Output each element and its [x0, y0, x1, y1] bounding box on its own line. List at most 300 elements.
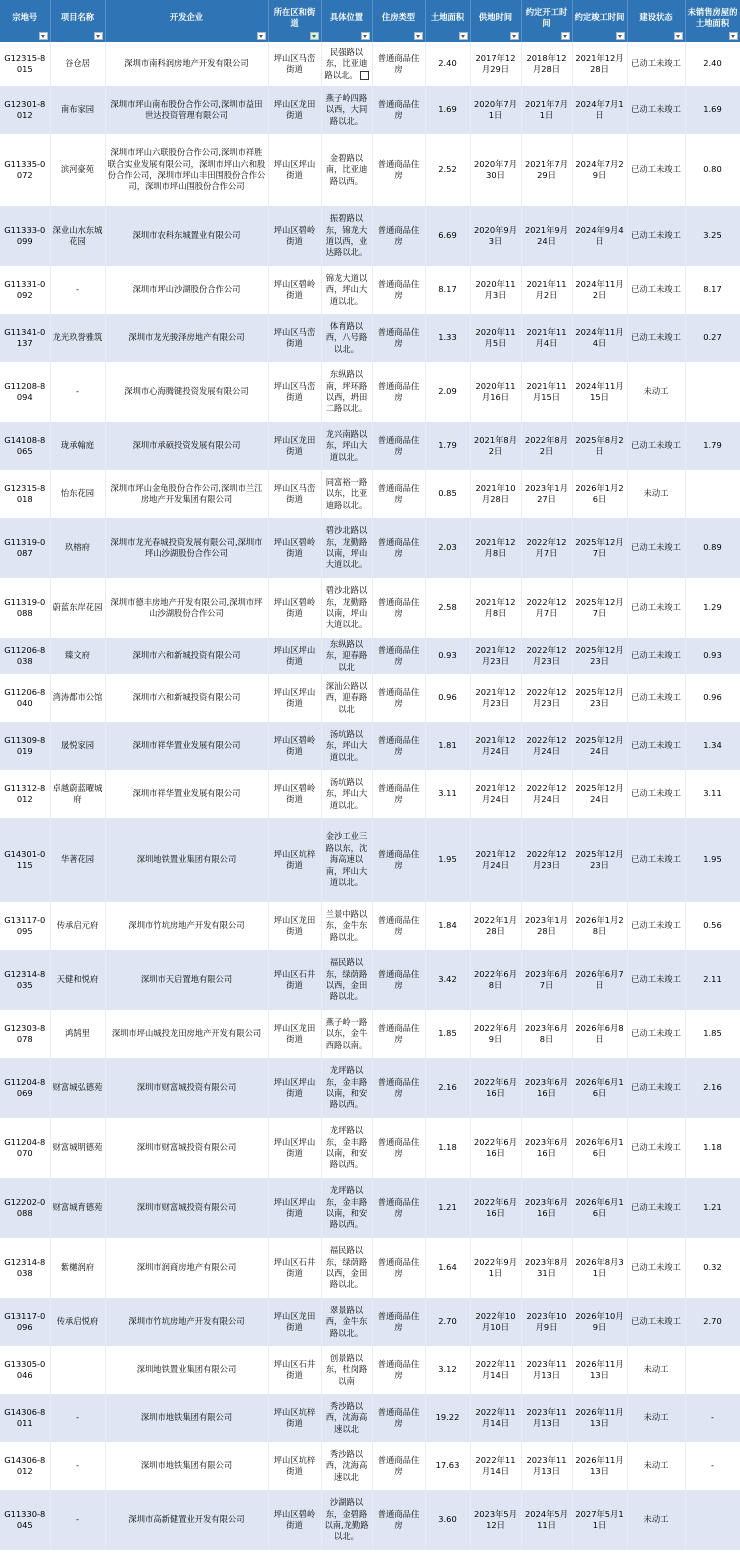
cell-supply-date [470, 1178, 521, 1238]
table-row [0, 950, 740, 1010]
cell-text: G11331-0092 [4, 278, 46, 300]
cell-text: 2025年12月24日 [575, 734, 624, 756]
cell-text: 南布家园 [60, 104, 95, 115]
cell-text: 2.58 [438, 602, 457, 613]
cell-text: 2021年12月24日 [475, 734, 516, 756]
cell-text: 深圳市财富城投资有限公司 [136, 1202, 237, 1213]
cell-location [321, 1346, 372, 1394]
cell-text: G12314-8035 [4, 968, 46, 990]
col-header-housing-type [372, 0, 425, 42]
cell-land-area [425, 818, 470, 902]
cell-text: 坪山区坪山街道 [273, 1076, 316, 1098]
cell-text: 2025年12月24日 [575, 782, 624, 804]
cell-supply-date [470, 518, 521, 578]
cell-text: 已动工未竣工 [631, 1082, 681, 1093]
cell-text: 汤坑路以东，坪山大道以北。 [325, 776, 368, 810]
cell-text: 2026年11月13日 [575, 1454, 624, 1476]
cell-text: G11312-8012 [4, 782, 46, 804]
cell-land-area [425, 1346, 470, 1394]
cell-text: 坪山区石井街道 [273, 968, 316, 990]
cell-start-date [521, 206, 572, 266]
filter-dropdown-icon[interactable] [94, 32, 103, 40]
cell-text: 卓越蔚蓝曜城府 [52, 782, 103, 804]
cell-text: 2024年7月1日 [575, 98, 624, 120]
cell-supply-date [470, 314, 521, 362]
cell-text: 2021年11月4日 [526, 326, 567, 348]
cell-text: G14301-0115 [4, 848, 46, 870]
cell-unsold-land-area [685, 902, 740, 950]
cell-text: 1.69 [438, 104, 457, 115]
cell-land-area [425, 266, 470, 314]
cell-project-name [50, 518, 105, 578]
cell-text: 2022年1月28日 [474, 914, 517, 936]
cell-supply-date [470, 134, 521, 206]
cell-text: 2023年1月27日 [525, 482, 568, 504]
cell-text: 2021年9月24日 [525, 224, 568, 246]
cell-land-area [425, 770, 470, 818]
cell-text: 2022年12月7日 [526, 596, 567, 618]
cell-text: 2021年12月8日 [475, 536, 516, 558]
cell-text: 1.69 [703, 104, 722, 115]
cell-parcel-no [0, 362, 50, 422]
cell-start-date [521, 950, 572, 1010]
cell-text: 2025年12月23日 [575, 644, 624, 666]
cell-project-name [50, 578, 105, 638]
cell-district-street [268, 266, 321, 314]
cell-text: - [76, 1460, 79, 1471]
cell-text: 0.96 [703, 692, 722, 703]
cell-text: 已动工未竣工 [631, 332, 681, 343]
col-header-label: 约定开工时间 [525, 6, 568, 28]
cell-text: 3.11 [703, 788, 722, 799]
cell-text: G12314-8038 [4, 1256, 46, 1278]
cell-location [321, 42, 372, 86]
cell-unsold-land-area [685, 1238, 740, 1298]
cell-text: 普通商品住房 [377, 380, 420, 402]
cell-location [321, 206, 372, 266]
filter-dropdown-icon[interactable] [674, 32, 683, 40]
cell-developer [105, 1346, 268, 1394]
cell-text: 2.16 [438, 1082, 457, 1093]
cell-text: 深汕公路以西，迎春路以北 [325, 680, 368, 714]
cell-text: 0.93 [438, 650, 457, 661]
cell-completion-date [572, 518, 627, 578]
cell-text: 2020年9月3日 [474, 224, 517, 246]
cell-start-date [521, 422, 572, 470]
cell-developer [105, 1298, 268, 1346]
cell-location [321, 86, 372, 134]
col-header-label: 所在区和街道 [273, 6, 316, 28]
cell-text: 深圳市地铁集团有限公司 [140, 1412, 233, 1423]
cell-text: 2024年11月2日 [575, 278, 624, 300]
cell-text: 2020年7月1日 [474, 98, 517, 120]
cell-text: 2021年10月28日 [475, 482, 516, 504]
col-header-label: 建设状态 [639, 12, 673, 23]
cell-text: 坪山区碧岭街道 [273, 596, 316, 618]
cell-supply-date [470, 818, 521, 902]
cell-developer [105, 206, 268, 266]
filter-dropdown-icon[interactable] [616, 32, 625, 40]
cell-land-area [425, 638, 470, 674]
cell-land-area [425, 86, 470, 134]
cell-developer [105, 518, 268, 578]
cell-parcel-no [0, 722, 50, 770]
cell-text: 2023年1月28日 [525, 914, 568, 936]
cell-text: 普通商品住房 [377, 1076, 420, 1098]
table-row [0, 314, 740, 362]
cell-text: 深圳市高新健置业开发有限公司 [128, 1514, 245, 1525]
cell-location [321, 470, 372, 518]
cell-text: 财富城育德苑 [52, 1202, 103, 1213]
cell-text: 深圳市地铁集团有限公司 [140, 1460, 233, 1471]
cell-unsold-land-area [685, 1118, 740, 1178]
cell-unsold-land-area [685, 1346, 740, 1394]
cell-text: 燕子岭一路以东，金牛西路以南。 [325, 1016, 368, 1050]
filter-dropdown-icon[interactable] [361, 32, 370, 40]
cell-location [321, 578, 372, 638]
cell-district-street [268, 422, 321, 470]
cell-housing-type [372, 518, 425, 578]
cell-housing-type [372, 770, 425, 818]
cell-housing-type [372, 638, 425, 674]
cell-text: 2024年9月4日 [575, 224, 624, 246]
cell-parcel-no [0, 578, 50, 638]
cell-text: 碧沙北路以东，龙勤路以南，坪山大道以北。 [325, 585, 368, 630]
cell-unsold-land-area [685, 1010, 740, 1058]
cell-land-area [425, 206, 470, 266]
cell-land-area [425, 1010, 470, 1058]
cell-text: G11319-0087 [4, 536, 46, 558]
cell-build-status [627, 578, 685, 638]
cell-location [321, 314, 372, 362]
cell-supply-date [470, 578, 521, 638]
cell-completion-date [572, 1238, 627, 1298]
cell-land-area [425, 518, 470, 578]
cell-housing-type [372, 362, 425, 422]
cell-parcel-no [0, 1238, 50, 1298]
cell-unsold-land-area [685, 674, 740, 722]
filter-dropdown-icon[interactable] [39, 32, 48, 40]
cell-text: 普通商品住房 [377, 1454, 420, 1476]
cell-housing-type [372, 902, 425, 950]
table-row [0, 1010, 740, 1058]
table-row [0, 1346, 740, 1394]
cell-text: 普通商品住房 [377, 1256, 420, 1278]
cell-housing-type [372, 1442, 425, 1490]
cell-text: 坪山区坑梓街道 [273, 1454, 316, 1476]
cell-start-date [521, 1010, 572, 1058]
cell-location [321, 518, 372, 578]
cell-text: 金碧路以南，比亚迪路以西。 [325, 152, 368, 186]
filter-dropdown-icon[interactable] [310, 32, 319, 40]
cell-start-date [521, 42, 572, 86]
cell-land-area [425, 1118, 470, 1178]
cell-housing-type [372, 674, 425, 722]
cell-developer [105, 578, 268, 638]
cell-start-date [521, 770, 572, 818]
cell-district-street [268, 86, 321, 134]
cell-start-date [521, 134, 572, 206]
cell-location [321, 266, 372, 314]
cell-unsold-land-area [685, 1394, 740, 1442]
cell-text: 翠景路以西，金牛东路以北。 [325, 1304, 368, 1338]
cell-text: 天健和悦府 [56, 974, 99, 985]
cell-developer [105, 722, 268, 770]
col-header-label: 约定竣工时间 [574, 12, 625, 23]
cell-build-status [627, 674, 685, 722]
cell-start-date [521, 1118, 572, 1178]
cell-housing-type [372, 818, 425, 902]
cell-completion-date [572, 722, 627, 770]
cell-text: 1.85 [438, 1028, 457, 1039]
cell-project-name [50, 1346, 105, 1394]
cell-supply-date [470, 266, 521, 314]
cell-text: 普通商品住房 [377, 482, 420, 504]
cell-text: - [76, 284, 79, 295]
cell-housing-type [372, 470, 425, 518]
cell-start-date [521, 578, 572, 638]
cell-text: 普通商品住房 [377, 644, 420, 666]
cell-text: 2025年12月23日 [575, 848, 624, 870]
cell-text: 深圳市竹坑房地产开发有限公司 [128, 920, 245, 931]
cell-text: 坪山区坑梓街道 [273, 1406, 316, 1428]
cell-text: 已动工未竣工 [631, 440, 681, 451]
cell-text: 深圳市财富城投资有限公司 [136, 1142, 237, 1153]
cell-completion-date [572, 902, 627, 950]
cell-land-area [425, 1442, 470, 1490]
cell-text: 深圳市六和新城投资有限公司 [132, 692, 241, 703]
cell-district-street [268, 638, 321, 674]
cell-text: 2.70 [703, 1316, 722, 1327]
cell-text: 已动工未竣工 [631, 1028, 681, 1039]
cell-start-date [521, 1442, 572, 1490]
cell-parcel-no [0, 422, 50, 470]
cell-text: 2022年11月14日 [475, 1358, 516, 1380]
cell-text: 2023年11月13日 [526, 1454, 567, 1476]
cell-build-status [627, 722, 685, 770]
cell-project-name [50, 722, 105, 770]
cell-text: 传承启悦府 [56, 1316, 99, 1327]
filter-dropdown-icon[interactable] [510, 32, 519, 40]
cell-text: 传承启元府 [56, 920, 99, 931]
cell-text: 2022年11月14日 [475, 1406, 516, 1428]
cell-text: 已动工未竣工 [631, 1316, 681, 1327]
cell-text: G12315-8018 [4, 482, 46, 504]
cell-text: 坪山区马峦街道 [273, 482, 316, 504]
cell-text: - [76, 386, 79, 397]
cell-text: 深圳市润商房地产有限公司 [136, 1262, 237, 1273]
cell-text: 坪山区碧岭街道 [273, 782, 316, 804]
cell-land-area [425, 134, 470, 206]
cell-text: 2.40 [438, 58, 457, 69]
table-row [0, 674, 740, 722]
cell-text: 臻文府 [65, 650, 90, 661]
cell-start-date [521, 1346, 572, 1394]
cell-completion-date [572, 674, 627, 722]
cell-parcel-no [0, 42, 50, 86]
cell-project-name [50, 818, 105, 902]
cell-text: 秀沙路以西，沈海高速以北 [325, 1448, 368, 1482]
cell-text: 坪山区龙田街道 [273, 434, 316, 456]
table-row [0, 1298, 740, 1346]
cell-text: 2022年9月1日 [474, 1256, 517, 1278]
cell-text: 坪山区碧岭街道 [273, 734, 316, 756]
cell-project-name [50, 1394, 105, 1442]
cell-start-date [521, 518, 572, 578]
cell-supply-date [470, 1442, 521, 1490]
cell-text: 1.34 [703, 740, 722, 751]
cell-build-status [627, 950, 685, 1010]
table-row [0, 362, 740, 422]
table-row [0, 1178, 740, 1238]
cell-district-street [268, 42, 321, 86]
cell-text: 2022年6月16日 [474, 1136, 517, 1158]
cell-text: 2023年6月7日 [525, 968, 568, 990]
cell-developer [105, 266, 268, 314]
cell-parcel-no [0, 818, 50, 902]
cell-text: 未动工 [643, 1460, 669, 1471]
cell-text: 普通商品住房 [377, 98, 420, 120]
cell-project-name [50, 266, 105, 314]
cell-text: 振碧路以东，锦龙大道以西，业达路以北。 [325, 213, 368, 258]
cell-text: 东纵路以东，迎春路以北 [325, 638, 368, 672]
cell-supply-date [470, 770, 521, 818]
cell-text: 同富裕一路以东，比亚迪路以北。 [325, 476, 368, 510]
cell-unsold-land-area [685, 86, 740, 134]
cell-unsold-land-area [685, 362, 740, 422]
cell-text: 1.84 [438, 920, 457, 931]
cell-unsold-land-area [685, 578, 740, 638]
cell-text: 普通商品住房 [377, 1196, 420, 1218]
cell-text: 金沙工业三路以东，沈海高速以南，坪山大道以北。 [325, 831, 368, 888]
cell-text: 2023年11月13日 [526, 1358, 567, 1380]
cell-text: 碧沙北路以东，龙勤路以南，坪山大道以北。 [325, 525, 368, 570]
filter-dropdown-icon[interactable] [459, 32, 468, 40]
cell-text: 已动工未竣工 [631, 854, 681, 865]
cell-text: 普通商品住房 [377, 52, 420, 74]
cell-text: 1.18 [438, 1142, 457, 1153]
cell-text: 2.11 [703, 974, 722, 985]
cell-start-date [521, 638, 572, 674]
filter-dropdown-icon[interactable] [414, 32, 423, 40]
cell-text: G11208-8094 [4, 380, 46, 402]
cell-text: 未动工 [643, 386, 669, 397]
table-row [0, 42, 740, 86]
cell-developer [105, 362, 268, 422]
cell-text: 1.95 [438, 854, 457, 865]
cell-text: 2023年6月16日 [525, 1196, 568, 1218]
cell-text: 深圳市坪山南布股份合作公司,深圳市益田世达投资管理有限公司 [110, 98, 263, 120]
cell-text: G13117-0096 [4, 1310, 46, 1332]
cell-text: G11330-8045 [4, 1508, 46, 1530]
cell-text: 3.25 [703, 230, 722, 241]
col-header-build-status [627, 0, 685, 42]
cell-land-area [425, 1298, 470, 1346]
cell-district-street [268, 314, 321, 362]
cell-build-status [627, 206, 685, 266]
cell-district-street [268, 362, 321, 422]
cell-build-status [627, 1058, 685, 1118]
cell-location [321, 722, 372, 770]
cell-text: 深圳市承硕投资发展有限公司 [132, 440, 241, 451]
cell-developer [105, 1178, 268, 1238]
cell-developer [105, 134, 268, 206]
cell-text: 普通商品住房 [377, 224, 420, 246]
filter-dropdown-icon[interactable] [561, 32, 570, 40]
table-row [0, 266, 740, 314]
cell-text: 深圳市南科润房地产开发有限公司 [124, 58, 249, 69]
cell-text: 燕子岭四路以西，大同路以北。 [325, 92, 368, 126]
cell-parcel-no [0, 1490, 50, 1550]
cell-text: 未动工 [643, 1412, 669, 1423]
cell-build-status [627, 1346, 685, 1394]
cell-text: 坪山区石井街道 [273, 1358, 316, 1380]
cell-text: G14306-8012 [4, 1454, 46, 1476]
cell-text: 深圳市祥华置业发展有限公司 [132, 740, 241, 751]
filter-dropdown-icon[interactable] [729, 32, 738, 40]
cell-text: 深圳市龙光骏泽房地产有限公司 [128, 332, 245, 343]
cell-text: 已动工未竣工 [631, 920, 681, 931]
cell-district-street [268, 1010, 321, 1058]
cell-text: G11319-0088 [4, 596, 46, 618]
cell-district-street [268, 134, 321, 206]
cell-build-status [627, 1298, 685, 1346]
cell-text: 鸿鹄里 [65, 1028, 90, 1039]
cell-unsold-land-area [685, 266, 740, 314]
cell-text: 2021年8月2日 [474, 434, 517, 456]
cell-text: 深圳地铁置业集团有限公司 [136, 1364, 237, 1375]
cell-text: 坪山区碧岭街道 [273, 278, 316, 300]
cell-build-status [627, 1442, 685, 1490]
cell-start-date [521, 266, 572, 314]
cell-housing-type [372, 206, 425, 266]
cell-housing-type [372, 578, 425, 638]
cell-project-name [50, 902, 105, 950]
cell-text: G13117-0095 [4, 914, 46, 936]
cell-parcel-no [0, 638, 50, 674]
cell-project-name [50, 950, 105, 1010]
cell-text: 坪山区龙田街道 [273, 98, 316, 120]
cell-location [321, 950, 372, 1010]
cell-developer [105, 422, 268, 470]
cell-supply-date [470, 206, 521, 266]
cell-district-street [268, 1118, 321, 1178]
cell-start-date [521, 1058, 572, 1118]
cell-housing-type [372, 422, 425, 470]
table-row [0, 86, 740, 134]
cell-land-area [425, 470, 470, 518]
cell-parcel-no [0, 1298, 50, 1346]
cell-text: 普通商品住房 [377, 596, 420, 618]
cell-text: 谷仓居 [65, 58, 90, 69]
filter-dropdown-icon[interactable] [257, 32, 266, 40]
cell-text: G14306-8011 [4, 1406, 46, 1428]
cell-text: 2.40 [703, 58, 722, 69]
cell-district-street [268, 950, 321, 1010]
cell-text: 2026年1月28日 [575, 914, 624, 936]
cell-land-area [425, 1238, 470, 1298]
cell-text: 1.85 [703, 1028, 722, 1039]
cell-text: 深圳市竹坑房地产开发有限公司 [128, 1316, 245, 1327]
cell-project-name [50, 362, 105, 422]
cell-text: 2023年6月16日 [525, 1076, 568, 1098]
cell-text: 2020年7月30日 [474, 158, 517, 180]
cell-parcel-no [0, 470, 50, 518]
cell-text: 深圳市德丰房地产开发有限公司,深圳市坪山沙湖股份合作公司 [110, 596, 263, 618]
table-row [0, 1058, 740, 1118]
cell-parcel-no [0, 770, 50, 818]
cell-text: 2022年11月14日 [475, 1454, 516, 1476]
